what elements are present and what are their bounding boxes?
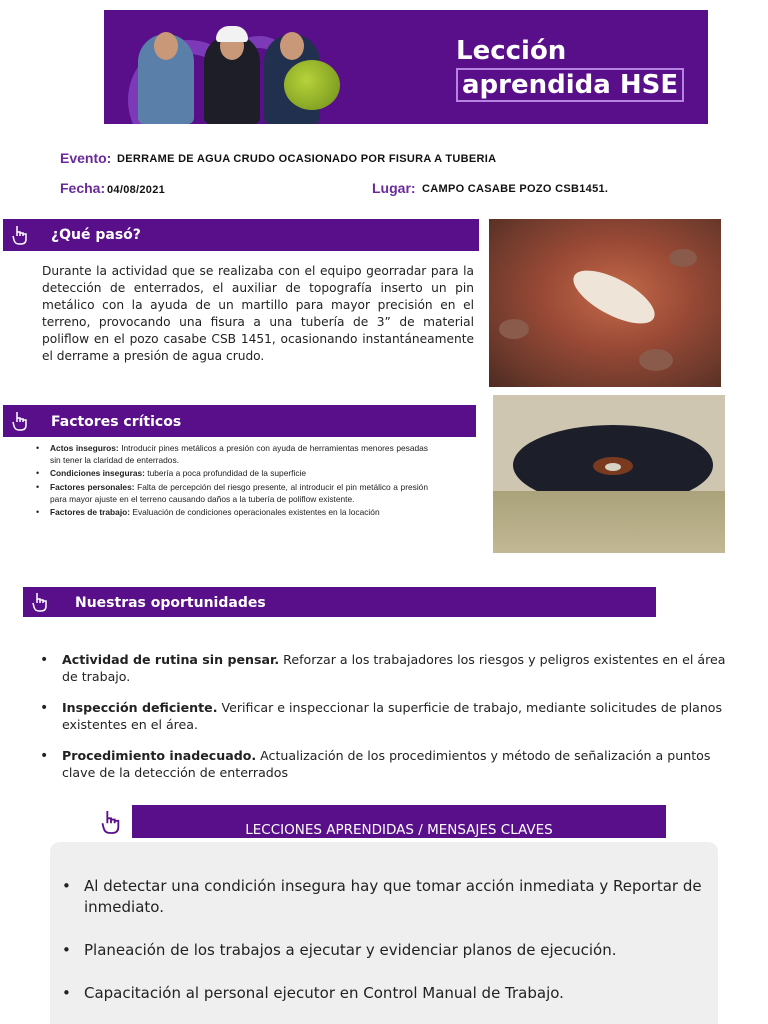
banner-workers-photo (134, 14, 334, 124)
list-item: • Capacitación al personal ejecutor en Control Manual de Trabajo. (62, 983, 710, 1004)
oportunidades-title: Nuestras oportunidades (75, 595, 266, 611)
hand-pointer-icon (11, 410, 29, 432)
factores-header (3, 405, 476, 437)
evento-value: DERRAME DE AGUA CRUDO OCASIONADO POR FISURA A TUBERIA (117, 153, 497, 165)
factores-title: Factores críticos (51, 414, 182, 430)
oportunidades-header (23, 587, 656, 617)
list-item: • Actos inseguros: Introducir pines metálicos a presión con ayuda de herramientas menores pesadas sin tener la claridad de enterrados. (36, 442, 428, 466)
incident-photo-fissure (489, 219, 721, 387)
worker-figure (204, 34, 260, 124)
banner-title (456, 36, 684, 102)
hse-banner (104, 10, 708, 124)
banner-title-line1: Lección (456, 36, 567, 66)
fecha-value: 04/08/2021 (107, 184, 166, 196)
que-paso-text: Durante la actividad que se realizaba con el equipo georradar para la detección de enterrados, el auxiliar de topografía inserto un pin metálico con la ayuda de un martillo para mayor precisión en el terreno, provocando una fisura a una tubería de 3” de material poliflow en el pozo casabe CSB 1451, ocasionando instantáneamente el derrame a presión de agua crudo. (42, 264, 474, 363)
hand-pointer-icon (31, 591, 49, 613)
lecciones-title: LECCIONES APRENDIDAS / MENSAJES CLAVES (245, 822, 553, 838)
list-item: • Planeación de los trabajos a ejecutar y evidenciar planos de ejecución. (62, 940, 710, 961)
hand-pointer-icon (100, 808, 122, 836)
lecciones-header (132, 805, 666, 838)
worker-figure (138, 34, 194, 124)
plant-image (284, 60, 340, 110)
list-item: • Procedimiento inadecuado. Actualización de los procedimientos y método de señalización a puntos clave de la detección de enterrados (40, 748, 730, 781)
lugar-label: Lugar: (372, 180, 416, 196)
lugar-value: CAMPO CASABE POZO CSB1451. (422, 183, 609, 195)
list-item: • Inspección deficiente. Verificar e inspeccionar la superficie de trabajo, mediante solicitudes de planos existentes en el área. (40, 700, 730, 733)
lecciones-list (62, 876, 710, 1024)
que-paso-header (3, 219, 479, 251)
fecha-label: Fecha: (60, 180, 106, 196)
list-item: • Condiciones inseguras: tubería a poca profundidad de la superficie (36, 467, 428, 479)
oportunidades-list (40, 652, 730, 796)
hand-pointer-icon (11, 224, 29, 246)
banner-title-line2: aprendida HSE (456, 68, 684, 102)
factores-list (36, 442, 428, 519)
list-item: • Actividad de rutina sin pensar. Reforzar a los trabajadores los riesgos y peligros existentes en el área de trabajo. (40, 652, 730, 685)
evento-label: Evento: (60, 150, 112, 166)
list-item: • Factores personales: Falta de percepción del riesgo presente, al introducir el pin metálico a presión para mayor ajuste en el terreno causando daños a la tubería de poliflow existente. (36, 481, 428, 505)
que-paso-title: ¿Qué pasó? (51, 227, 141, 243)
list-item: • Factores de trabajo: Evaluación de condiciones operacionales existentes en la locación (36, 506, 428, 518)
list-item: • Al detectar una condición insegura hay que tomar acción inmediata y Reportar de inmediato. (62, 876, 710, 918)
incident-photo-spill (493, 395, 725, 553)
